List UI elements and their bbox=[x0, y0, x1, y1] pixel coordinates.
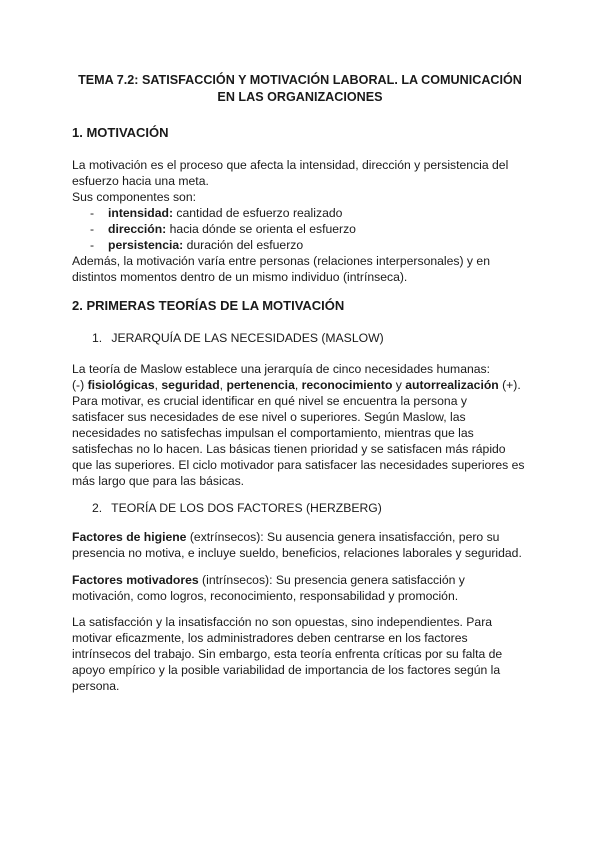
list-item-term: persistencia: bbox=[108, 238, 184, 252]
separator: , bbox=[294, 378, 302, 392]
need-pertenencia: pertenencia bbox=[226, 378, 295, 392]
intro-line-1: La motivación es el proceso que afecta la intensidad, dirección y persistencia del bbox=[72, 158, 509, 172]
separator: , bbox=[154, 378, 162, 392]
motivators-line-1 bbox=[72, 572, 542, 588]
maslow-needs-line bbox=[72, 377, 542, 393]
hygiene-line-1 bbox=[72, 529, 542, 545]
title-line-2: EN LAS ORGANIZACIONES bbox=[217, 90, 383, 104]
subheading-text: TEORÍA DE LOS DOS FACTORES (HERZBERG) bbox=[111, 501, 382, 515]
maslow-paragraph bbox=[72, 361, 542, 489]
list-item-term: dirección: bbox=[108, 222, 167, 236]
subheading-maslow bbox=[92, 330, 384, 346]
section-heading-motivacion: 1. MOTIVACIÓN bbox=[72, 125, 169, 140]
motivators-paragraph bbox=[72, 572, 542, 604]
title-line-1: TEMA 7.2: SATISFACCIÓN Y MOTIVACIÓN LABORAL. LA COMUNICACIÓN bbox=[78, 73, 522, 87]
maslow-line-1: La teoría de Maslow establece una jerarquía de cinco necesidades humanas: bbox=[72, 362, 491, 376]
conclusion-line: persona. bbox=[72, 679, 120, 693]
motivators-text: (intrínsecos): Su presencia genera satisfacción y bbox=[198, 573, 465, 587]
components-list bbox=[72, 205, 542, 253]
separator: , bbox=[219, 378, 227, 392]
maslow-line: más largo que para las básicas. bbox=[72, 474, 245, 488]
intro-line-2: esfuerzo hacia una meta. bbox=[72, 174, 209, 188]
need-reconocimiento: reconocimiento bbox=[301, 378, 393, 392]
conclusion-line: intrínsecos del trabajo. Sin embargo, esta teoría enfrenta críticas por su falta de bbox=[72, 647, 503, 661]
plus-marker: (+). bbox=[498, 378, 521, 392]
components-label: Sus componentes son: bbox=[72, 190, 196, 204]
hygiene-line-2: presencia no motiva, e incluye sueldo, beneficios, relaciones laborales y seguridad. bbox=[72, 546, 522, 560]
subheading-text: JERARQUÍA DE LAS NECESIDADES (MASLOW) bbox=[111, 331, 384, 345]
conclusion-paragraph bbox=[72, 614, 542, 694]
hygiene-text: (extrínsecos): Su ausencia genera insatisfacción, pero su bbox=[186, 530, 500, 544]
motivators-term: Factores motivadores bbox=[72, 573, 199, 587]
maslow-line: satisfacer sus necesidades de ese nivel o superiores. Según Maslow, las bbox=[72, 410, 466, 424]
list-item-desc: cantidad de esfuerzo realizado bbox=[173, 206, 343, 220]
conclusion-line: La satisfacción y la insatisfacción no son opuestas, sino independientes. Para bbox=[72, 615, 493, 629]
list-item bbox=[72, 237, 542, 253]
maslow-line: satisfechas no lo hacen. Las básicas tienen prioridad y se satisfacen más rápido bbox=[72, 442, 506, 456]
need-autorrealizacion: autorrealización bbox=[405, 378, 499, 392]
maslow-line: Para motivar, es crucial identificar en qué nivel se encuentra la persona y bbox=[72, 394, 467, 408]
minus-marker: (-) bbox=[72, 378, 88, 392]
need-fisiologicas: fisiológicas bbox=[87, 378, 155, 392]
motivators-line-2: motivación, como logros, reconocimiento, responsabilidad y promoción. bbox=[72, 589, 459, 603]
hygiene-term: Factores de higiene bbox=[72, 530, 187, 544]
maslow-line: necesidades no satisfechas impulsan el comportamiento, mientras que las bbox=[72, 426, 474, 440]
list-item bbox=[72, 205, 542, 221]
section-heading-primeras-teorias: 2. PRIMERAS TEORÍAS DE LA MOTIVACIÓN bbox=[72, 298, 345, 313]
outro-line-2: distintos momentos dentro de un mismo individuo (intrínseca). bbox=[72, 270, 408, 284]
separator: y bbox=[392, 378, 406, 392]
need-seguridad: seguridad bbox=[161, 378, 220, 392]
list-item-term: intensidad: bbox=[108, 206, 174, 220]
maslow-line: que las superiores. El ciclo motivador para satisfacer las necesidades superiores es bbox=[72, 458, 525, 472]
subheading-number: 2. bbox=[92, 501, 103, 515]
subheading-herzberg bbox=[92, 500, 382, 516]
subheading-number: 1. bbox=[92, 331, 103, 345]
conclusion-line: apoyo empírico y la posible variabilidad de importancia de los factores según la bbox=[72, 663, 501, 677]
list-item bbox=[72, 221, 542, 237]
section-motivacion-body bbox=[72, 157, 542, 285]
outro-line-1: Además, la motivación varía entre personas (relaciones interpersonales) y en bbox=[72, 254, 490, 268]
document-title bbox=[60, 72, 540, 106]
list-item-desc: duración del esfuerzo bbox=[183, 238, 304, 252]
conclusion-line: motivar eficazmente, los administradores deben centrarse en los factores bbox=[72, 631, 468, 645]
hygiene-paragraph bbox=[72, 529, 542, 561]
list-item-desc: hacia dónde se orienta el esfuerzo bbox=[166, 222, 356, 236]
